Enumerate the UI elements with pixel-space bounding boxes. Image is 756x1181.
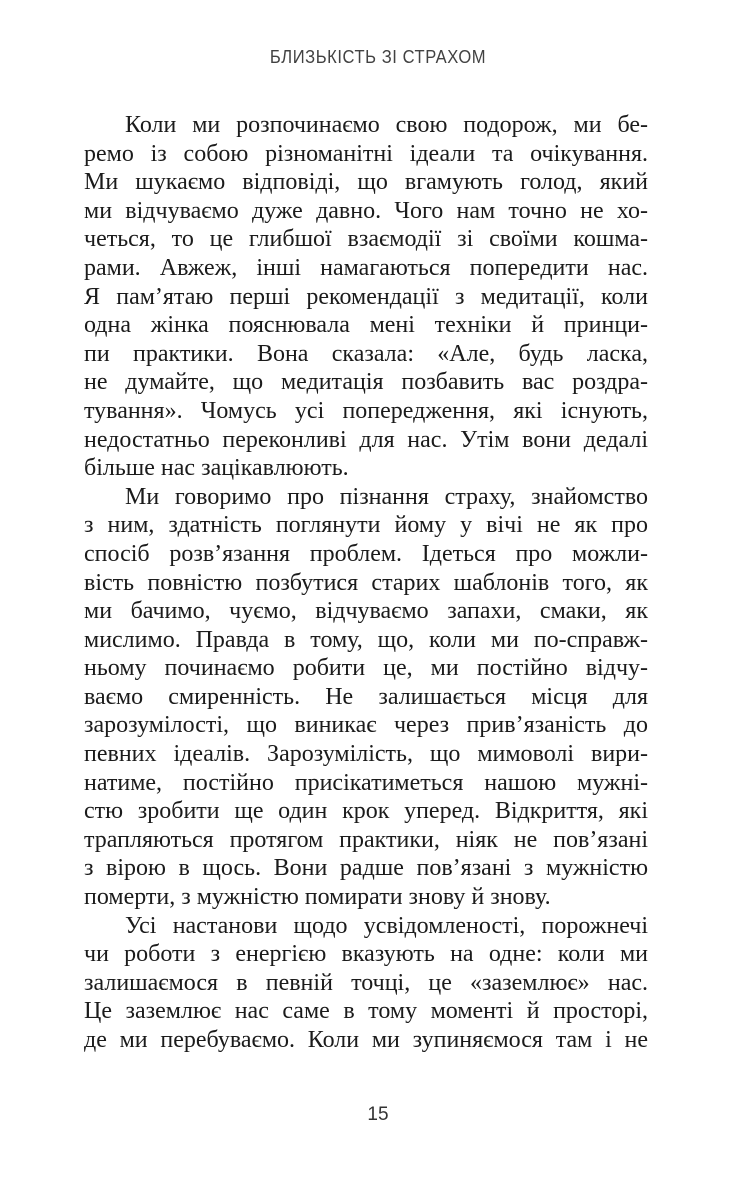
text-line: певних ідеалів. Зарозумілість, що мимоволі вири- (84, 741, 648, 768)
text-line: Я пам’ятаю перші рекомендації з медитації, коли (84, 283, 648, 310)
text-line: ваємо смиренність. Не залишається місця для (84, 683, 648, 710)
text-line: стю зробити ще один крок уперед. Відкриття, які (84, 798, 648, 825)
text-line: четься, то це глибшої взаємодії зі своїми кошма- (84, 226, 648, 253)
text-line: вість повністю позбутися старих шаблонів того, як (84, 569, 648, 596)
text-line: ремо із собою різноманітні ідеали та очікування. (84, 140, 648, 167)
text-line: зарозумілості, що виникає через прив’язаність до (84, 712, 648, 739)
text-line: пи практики. Вона сказала: «Але, будь ласка, (84, 340, 648, 367)
text-line: не думайте, що медитація позбавить вас роздра- (84, 369, 648, 396)
text-line: натиме, постійно присікатиметься нашою мужні- (84, 769, 648, 796)
text-line: рами. Авжеж, інші намагаються попередити нас. (84, 254, 648, 281)
text-line: спосіб розв’язання проблем. Ідеться про можли- (84, 540, 648, 567)
text-line: з ним, здатність поглянути йому у вічі не як про (84, 512, 648, 539)
text-line: залишаємося в певній точці, це «заземлює» нас. (84, 969, 648, 996)
body-text (84, 111, 648, 1055)
text-line: більше нас зацікавлюють. (84, 455, 349, 482)
text-line: з вірою в щось. Вони радше пов’язані з мужністю (84, 855, 648, 882)
text-line: Ми шукаємо відповіді, що вгамують голод, який (84, 169, 648, 196)
text-line: тування». Чомусь усі попередження, які існують, (84, 397, 648, 424)
running-header: БЛИЗЬКІСТЬ ЗІ СТРАХОМ (269, 47, 487, 67)
text-line: недостатньо переконливі для нас. Утім вони дедалі (84, 426, 648, 453)
text-line: мислимо. Правда в тому, що, коли ми по-справж- (84, 626, 648, 653)
text-line: ми відчуваємо дуже давно. Чого нам точно не хо- (84, 197, 648, 224)
text-line: трапляються протягом практики, ніяк не пов’язані (84, 826, 648, 853)
text-line: ми бачимо, чуємо, відчуваємо запахи, смаки, як (84, 598, 648, 625)
text-line: де ми перебуваємо. Коли ми зупиняємося там і не (84, 1027, 648, 1053)
text-line: Коли ми розпочинаємо свою подорож, ми бе- (125, 112, 648, 138)
text-line: одна жінка пояснювала мені техніки й принци- (84, 312, 648, 339)
text-line: чи роботи з енергією вказують на одне: коли ми (84, 941, 648, 968)
text-line: Ми говоримо про пізнання страху, знайомство (125, 483, 648, 510)
text-line: Усі настанови щодо усвідомленості, порожнечі (125, 912, 648, 939)
text-line: померти, з мужністю помирати знову й знову. (84, 884, 551, 911)
text-line: Це заземлює нас саме в тому моменті й просторі, (84, 998, 648, 1025)
page-number: 15 (367, 1104, 389, 1125)
text-line: ньому починаємо робити це, ми постійно відчу- (84, 655, 648, 682)
